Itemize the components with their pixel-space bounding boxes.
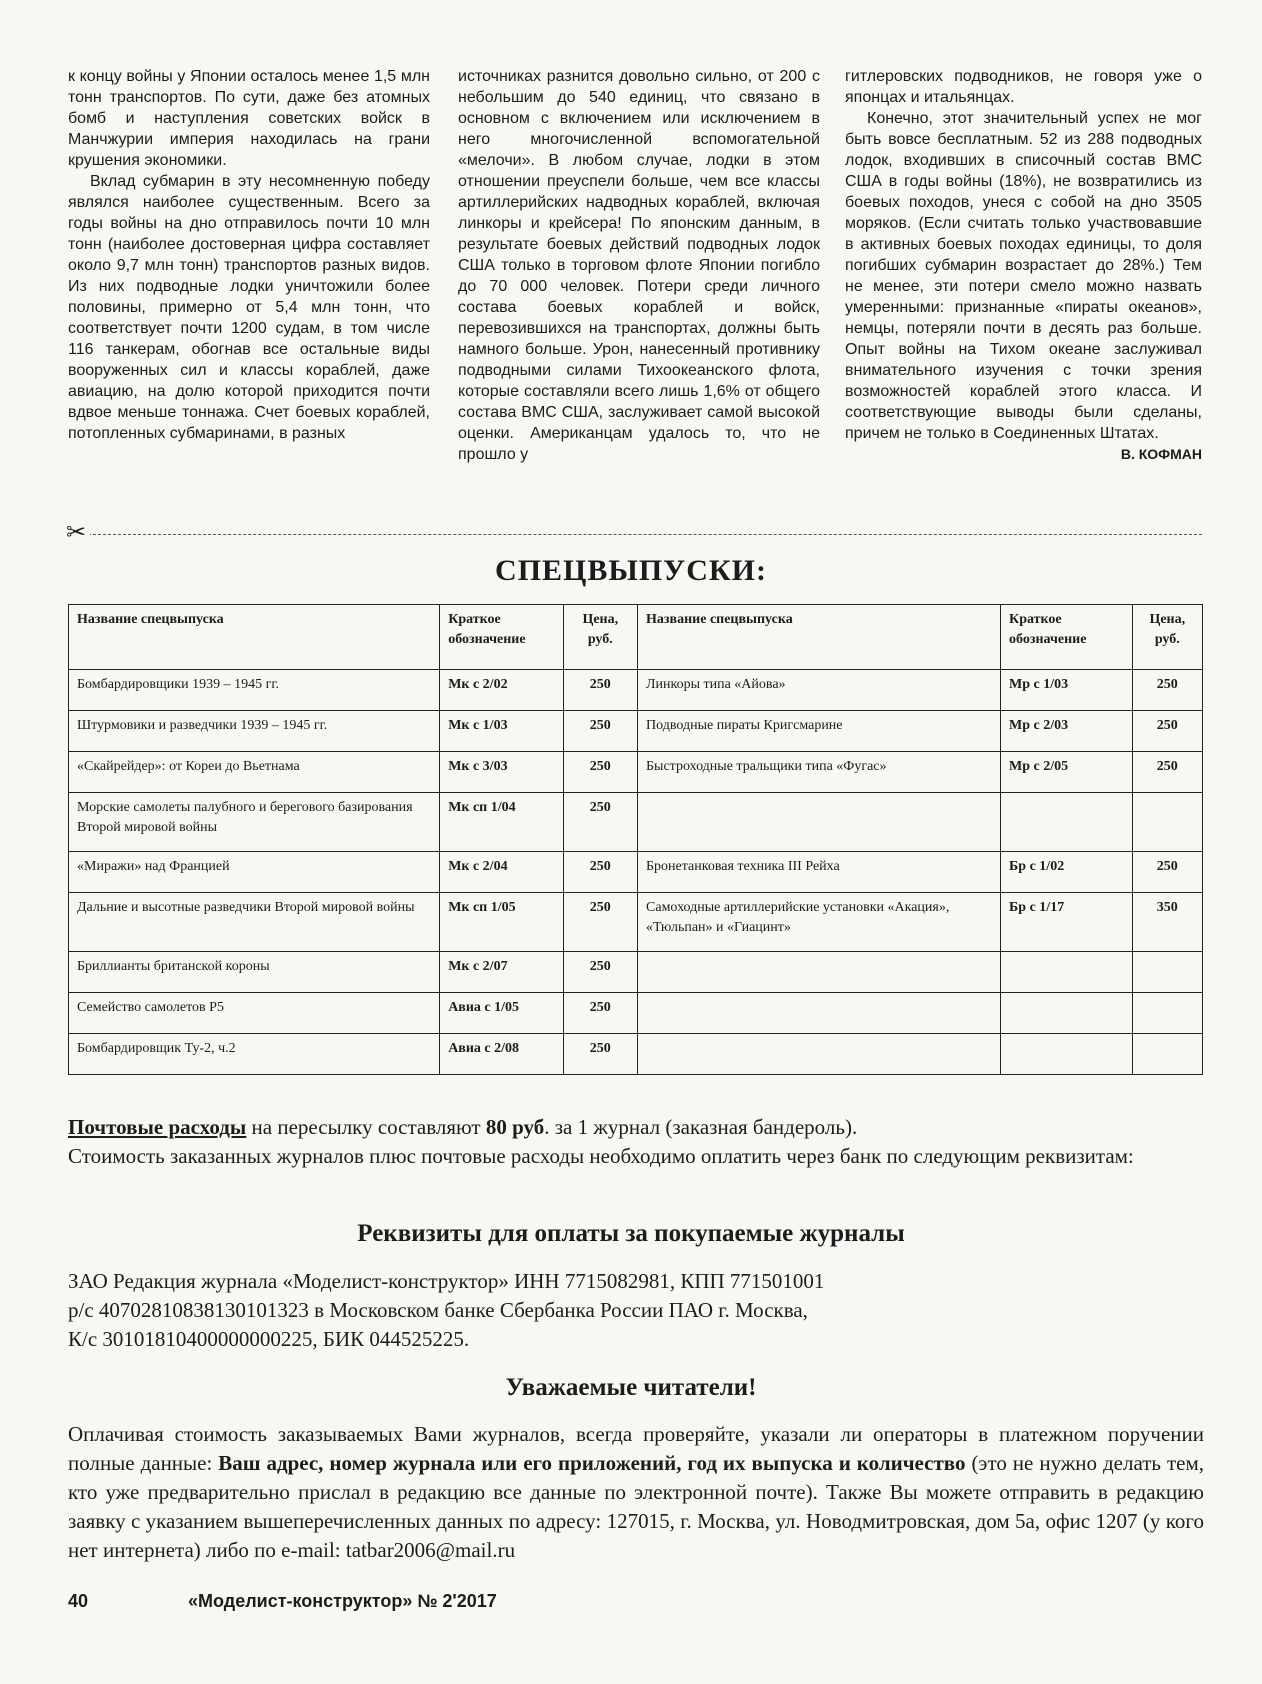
- issue-name: Подводные пираты Кригсмарине: [638, 711, 1001, 752]
- table-header-row: [69, 605, 1203, 670]
- issue-price: [1132, 793, 1202, 852]
- issue-name: Бронетанковая техника III Рейха: [638, 852, 1001, 893]
- issue-code: Авиа с 1/05: [440, 993, 563, 1034]
- scissors-icon: ✂: [66, 518, 90, 546]
- header-name: Название спецвыпуска: [638, 605, 1001, 670]
- issue-code: Мк с 2/02: [440, 670, 563, 711]
- issue-name: «Скайрейдер»: от Кореи до Вьетнама: [69, 752, 440, 793]
- issue-name: Семейство самолетов Р5: [69, 993, 440, 1034]
- readers-title: Уважаемые читатели!: [505, 1374, 757, 1401]
- issue-name: Штурмовики и разведчики 1939 – 1945 гг.: [69, 711, 440, 752]
- table-row: [69, 670, 1203, 711]
- issue-code: Мк с 2/07: [440, 952, 563, 993]
- issue-price: [1132, 952, 1202, 993]
- issue-price: 250: [1132, 711, 1202, 752]
- article-paragraph: к концу войны у Японии осталось менее 1,5 млн тонн транспортов. По сути, даже без атомных бомб и наступления советских войск в Манчжурии империя находилась на грани крушения экономики.: [68, 68, 430, 169]
- issue-code: [1001, 952, 1133, 993]
- issue-name: Бомбардировщик Ту-2, ч.2: [69, 1034, 440, 1075]
- postage-note: Стоимость заказанных журналов плюс почтовые расходы необходимо оплатить через банк по следующим реквизитам:: [68, 1144, 1134, 1168]
- table-row: [69, 752, 1203, 793]
- header-price: Цена, руб.: [563, 605, 637, 670]
- issue-name: Самоходные артиллерийские установки «Акация», «Тюльпан» и «Гиацинт»: [638, 893, 1001, 952]
- issue-code: Мк сп 1/05: [440, 893, 563, 952]
- issue-code: [1001, 1034, 1133, 1075]
- issue-name: Морские самолеты палубного и берегового базирования Второй мировой войны: [69, 793, 440, 852]
- requisites-title: Реквизиты для оплаты за покупаемые журналы: [357, 1220, 905, 1247]
- issue-price: [1132, 1034, 1202, 1075]
- article-column-1: [68, 66, 430, 444]
- issue-code: Мр с 2/03: [1001, 711, 1133, 752]
- issue-name: Дальние и высотные разведчики Второй мировой войны: [69, 893, 440, 952]
- issue-name: [638, 952, 1001, 993]
- postage-label: Почтовые расходы: [68, 1115, 247, 1139]
- table-row: [69, 1034, 1203, 1075]
- issue-name: [638, 793, 1001, 852]
- issue-code: [1001, 993, 1133, 1034]
- requisites-line: р/с 40702810838130101323 в Московском банке Сбербанка России ПАО г. Москва,: [68, 1298, 808, 1322]
- issue-name: Быстроходные тральщики типа «Фугас»: [638, 752, 1001, 793]
- issue-code: Мр с 2/05: [1001, 752, 1133, 793]
- page-number: 40: [68, 1591, 89, 1611]
- issue-price: 250: [563, 993, 637, 1034]
- issue-code: Мр с 1/03: [1001, 670, 1133, 711]
- issue-name: [638, 993, 1001, 1034]
- article-author: В. КОФМАН: [1120, 446, 1202, 462]
- article-column-3: [845, 66, 1202, 465]
- issue-name: Бриллианты британской короны: [69, 952, 440, 993]
- issue-price: 250: [1132, 852, 1202, 893]
- header-code: Краткое обозначение: [1001, 605, 1133, 670]
- magazine-issue: «Моделист-конструктор» № 2'2017: [188, 1591, 497, 1611]
- postage-text: . за 1 журнал (заказная бандероль).: [544, 1115, 858, 1139]
- table-row: [69, 793, 1203, 852]
- issue-price: 250: [1132, 670, 1202, 711]
- issue-price: 250: [563, 752, 637, 793]
- issue-price: [1132, 993, 1202, 1034]
- issue-code: Мк с 3/03: [440, 752, 563, 793]
- issue-name: Бомбардировщики 1939 – 1945 гг.: [69, 670, 440, 711]
- requisites-line: ЗАО Редакция журнала «Моделист-конструктор» ИНН 7715082981, КПП 771501001: [68, 1269, 825, 1293]
- specials-table: [68, 604, 1203, 1075]
- issue-price: 250: [563, 711, 637, 752]
- readers-note: [68, 1420, 1204, 1565]
- article-paragraph: источниках разнится довольно сильно, от 200 с небольшим до 540 единиц, что связано в основном с включением или исключением в него многочисленной вспомогательной «мелочи». В любом случае, лодки в этом отношении преуспели больше, чем все классы артиллерийских надводных кораблей, включая линкоры и крейсера! По японским данным, в результате боевых действий подводных лодок США только в торговом флоте Японии погибло до 70 000 человек. Потери среди личного состава боевых кораблей и войск, перевозившихся на транспортах, должны быть намного больше. Урон, нанесенный противнику подводными силами Тихоокеанского флота, которые составляли всего лишь 1,6% от общего состава ВМС США, заслуживает самой высокой оценки. Американцам удалось то, что не прошло у: [458, 68, 820, 463]
- issue-price: 250: [563, 952, 637, 993]
- issue-price: 250: [1132, 752, 1202, 793]
- issue-code: [1001, 793, 1133, 852]
- article-paragraph: Конечно, этот значительный успех не мог быть вовсе бесплатным. 52 из 288 подводных лодок, входивших в списочный состав ВМС США в годы войны (18%), не возвратились из боевых походов, унеся с собой на дно 3505 моряков. (Если считать только участвовавшие в активных боевых походах единицы, то доля погибших субмарин возрастает до 28%.) Тем не менее, эти потери смело можно назвать умеренными: признанные «пираты океанов», немцы, потеряли почти в десять раз больше. Опыт войны на Тихом океане заслуживал внимательного изучения с точки зрения возможностей кораблей этого класса. И соответствующие выводы были сделаны, причем не только в Соединенных Штатах.: [845, 110, 1202, 442]
- table-row: [69, 893, 1203, 952]
- header-name: Название спецвыпуска: [69, 605, 440, 670]
- header-code: Краткое обозначение: [440, 605, 563, 670]
- requisites-line: К/с 30101810400000000225, БИК 044525225.: [68, 1327, 470, 1351]
- issue-code: Бр с 1/17: [1001, 893, 1133, 952]
- article-paragraph: Вклад субмарин в эту несомненную победу являлся наиболее существенным. Всего за годы войны на дно отправилось почти 10 млн тонн (наиболее достоверная цифра составляет около 9,7 млн тонн) транспортов разных видов. Из них подводные лодки уничтожили более половины, примерно от 5,4 млн тонн, что соответствует почти 1200 судам, в том числе 116 танкерам, обогнав все остальные виды вооруженных сил и классы кораблей, даже авиацию, на долю которой приходится почти вдвое меньше тоннажа. Счет боевых кораблей, потопленных субмаринами, в разных: [68, 173, 430, 442]
- issue-code: Мк с 1/03: [440, 711, 563, 752]
- readers-bold: Ваш адрес, номер журнала или его приложений, год их выпуска и количество: [218, 1451, 966, 1475]
- issue-price: 250: [563, 893, 637, 952]
- article-column-2: [458, 66, 820, 465]
- issue-price: 250: [563, 1034, 637, 1075]
- issue-price: 250: [563, 852, 637, 893]
- issue-name: «Миражи» над Францией: [69, 852, 440, 893]
- header-price: Цена, руб.: [1132, 605, 1202, 670]
- table-row: [69, 952, 1203, 993]
- postage-info: [68, 1113, 1208, 1171]
- issue-code: Мк с 2/04: [440, 852, 563, 893]
- table-row: [69, 852, 1203, 893]
- issue-price: 250: [563, 793, 637, 852]
- issue-name: [638, 1034, 1001, 1075]
- readers-text: Оплачивая стоимость заказываемых Вами журналов, всегда проверяйте, указали ли операторы в платежном поручении полные данные:: [68, 1422, 1204, 1475]
- issue-price: 250: [563, 670, 637, 711]
- issue-code: Авиа с 2/08: [440, 1034, 563, 1075]
- table-row: [69, 993, 1203, 1034]
- postage-amount: 80 руб: [485, 1115, 545, 1139]
- specials-title: СПЕЦВЫПУСКИ:: [495, 554, 767, 587]
- issue-code: Мк сп 1/04: [440, 793, 563, 852]
- cut-line: [68, 534, 1202, 535]
- issue-price: 350: [1132, 893, 1202, 952]
- table-row: [69, 711, 1203, 752]
- issue-code: Бр с 1/02: [1001, 852, 1133, 893]
- postage-text: на пересылку составляют: [246, 1115, 486, 1139]
- issue-name: Линкоры типа «Айова»: [638, 670, 1001, 711]
- readers-text: (это не нужно делать тем, кто уже предварительно прислал в редакцию все данные по электронной почте). Также Вы можете отправить в редакцию заявку с указанием вышеперечисленных данных по адресу: 127015, г. Москва, ул. Новодмитровская, дом 5а, офис 1207 (у кого нет интернета) либо по e-mail: tatbar2006@mail.ru: [68, 1451, 1205, 1562]
- requisites-block: [68, 1267, 1208, 1354]
- article-paragraph: гитлеровских подводников, не говоря уже о японцах и итальянцах.: [845, 68, 1202, 106]
